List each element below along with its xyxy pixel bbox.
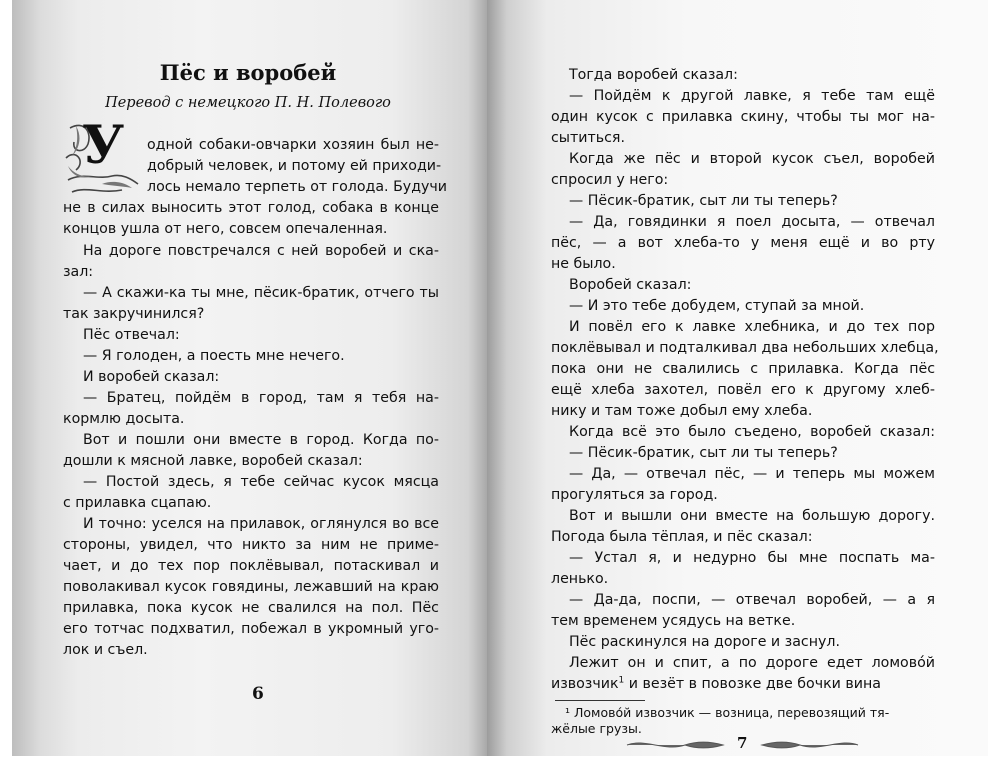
text-line: Вот и пошли они вместе в город. Когда по-: [83, 432, 439, 448]
text-line: — Постой здесь, я тебе сейчас кусок мясца: [83, 474, 439, 490]
text-line: — Пёсик-братик, сыт ли ты теперь?: [569, 193, 838, 209]
page-title: Пёс и воробей: [159, 60, 337, 85]
text-line: Погода была тёплая, и пёс сказал:: [551, 529, 813, 545]
text-line: концов ушла от него, совсем опечаленная.: [63, 221, 388, 237]
text-line: — Да-да, поспи, — отвечал воробей, — а я: [569, 592, 935, 608]
text-line: — Пойдём к другой лавке, я тебе там ещё: [569, 88, 935, 104]
text-line: И точно: уселся на прилавок, оглянулся во все: [83, 516, 439, 532]
footnote-text: ¹ Ломово́й извозчик — возница, перевозящий тя-: [565, 705, 890, 720]
text-line: На дороге повстречался с ней воробей и ска-: [83, 243, 439, 259]
footnote-text: жёлые грузы.: [551, 721, 642, 736]
text-line: стороны, увидел, что никто за ним не приме-: [63, 537, 439, 553]
text-line: Когда же пёс и второй кусок съел, воробей: [569, 151, 935, 167]
text-line: зал:: [63, 264, 94, 280]
translation-credit: Перевод с немецкого П. Н. Полевого: [105, 95, 391, 111]
text-line: дошли к мясной лавке, воробей сказал:: [63, 453, 363, 469]
text-line: — Да, — отвечал пёс, — и теперь мы можем: [569, 466, 935, 482]
text-line: — Я голоден, а поесть мне нечего.: [83, 348, 345, 364]
text-line: ещё хлеба захотел, повёл его к другому хлеб-: [551, 382, 935, 398]
text-line: поклёвывал и подталкивал два небольших хлебца,: [551, 340, 939, 356]
text-line: не было.: [551, 256, 616, 272]
page-number-left: 6: [252, 684, 264, 704]
text-line: лось немало терпеть от голода. Будучи: [147, 179, 448, 195]
text-line: спросил у него:: [551, 172, 669, 188]
text-line: с прилавка сцапаю.: [63, 495, 212, 511]
ornament-right-icon: [760, 736, 860, 754]
text-line: сытиться.: [551, 130, 625, 146]
text-line: Вот и вышли они вместе на большую дорогу.: [569, 508, 935, 524]
text-line-tail: и везёт в повозке две бочки вина: [624, 676, 881, 692]
text-line: прилавка, пока кусок не свалился на пол. Пёс: [63, 600, 439, 616]
text-line: И повёл его к лавке хлебника, и до тех пор: [569, 319, 935, 335]
text-line: Воробей сказал:: [569, 277, 692, 293]
text-line: — Братец, пойдём в город, там я тебя на-: [83, 390, 439, 406]
text-line: один кусок с прилавка скину, чтобы ты мог на-: [551, 109, 935, 125]
text-line: — А скажи-ка ты мне, пёсик-братик, отчего ты: [83, 285, 439, 301]
text-line: — Пёсик-братик, сыт ли ты теперь?: [569, 445, 838, 461]
text-line: — Да, говядинки я поел досыта, — отвечал: [569, 214, 935, 230]
text-line: Пёс отвечал:: [83, 327, 180, 343]
text-line: поволакивал кусок говядины, лежавший на краю: [63, 579, 439, 595]
text-line: лок и съел.: [63, 642, 148, 658]
text-line: одной собаки-овчарки хозяин был не-: [147, 137, 439, 153]
text-line: нику и там тоже добыл ему хлеба.: [551, 403, 813, 419]
text-line: Лежит он и спит, а по дороге едет ломово́й: [569, 655, 935, 671]
text-line: кормлю досыта.: [63, 411, 185, 427]
text-line: — И это тебе добудем, ступай за мной.: [569, 298, 865, 314]
text-line: И воробей сказал:: [83, 369, 220, 385]
text-line-with-footnote: [551, 675, 881, 694]
text-line: не в силах выносить этот голод, собака в конце: [63, 200, 439, 216]
footnote-marker: 1: [618, 675, 625, 686]
text-line: Пёс раскинулся на дороге и заснул.: [569, 634, 840, 650]
text-line: — Устал я, и недурно бы мне поспать ма-: [569, 550, 935, 566]
text-line: пока они не свалились с прилавка. Когда пёс: [551, 361, 935, 377]
text-line: чает, и до тех пор поклёвывал, потаскивал и: [63, 558, 439, 574]
text-line: Когда всё это было съедено, воробей сказал:: [569, 424, 935, 440]
text-line: ленько.: [551, 571, 609, 587]
ornament-left-icon: [625, 736, 725, 754]
text-line: добрый человек, и потому ей приходи-: [147, 158, 442, 174]
text-line: пёс, — а вот хлеба-то у меня ещё и во рту: [551, 235, 935, 251]
footnoted-word: извозчик: [551, 676, 619, 692]
footnote-divider: [555, 700, 645, 701]
drop-cap-letter: У: [82, 115, 125, 176]
text-line: прогуляться за город.: [551, 487, 718, 503]
page-number-right: 7: [737, 734, 748, 752]
text-line: Тогда воробей сказал:: [569, 67, 738, 83]
text-line: тем временем усядусь на ветке.: [551, 613, 796, 629]
text-line: его тотчас подхватил, побежал в укромный уго-: [63, 621, 439, 637]
text-line: так закручинился?: [63, 306, 205, 322]
